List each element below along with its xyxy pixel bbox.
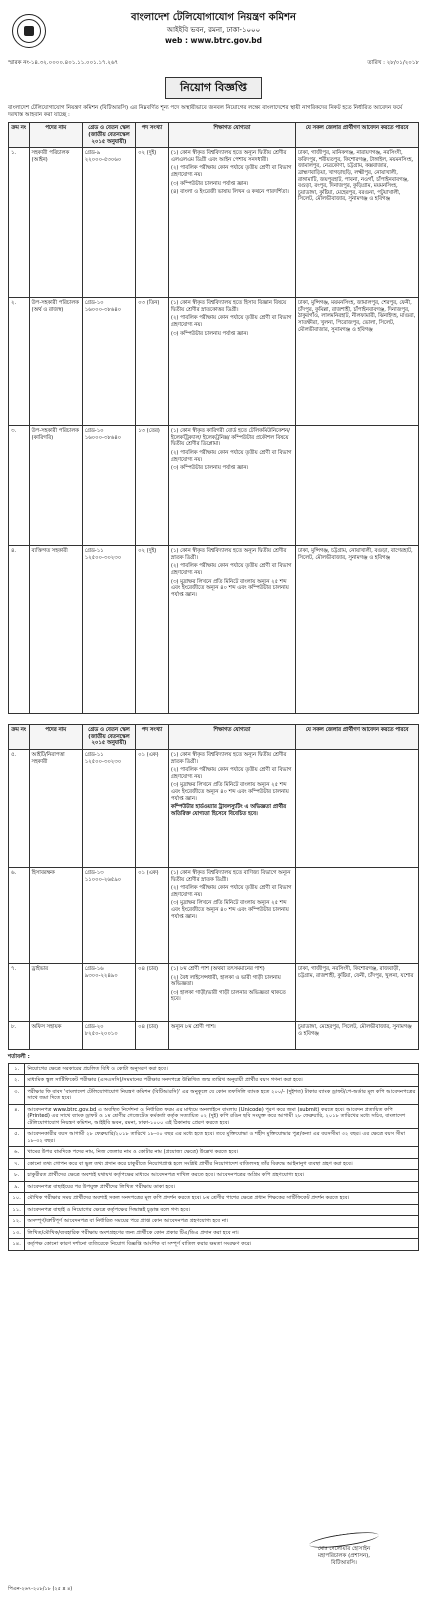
qualification-item: (৩) মুদ্রাক্ষর লিখনে প্রতি মিনিটে বাংলায় অন্যূন ২৫ শব্দ এবং ইংরেজীতে অন্যূন ৪০ শব্দ এবং কম্পিউটার চালনায় পর্যাপ্ত জ্ঞান। <box>170 900 289 920</box>
districts-cell <box>295 750 418 868</box>
signatory-name: মোঃ দেলোয়ার হোসাইন <box>317 1546 371 1552</box>
qualification-cell <box>168 426 295 546</box>
qualification-item: (১) কোন স্বীকৃত কারিগরী বোর্ড হতে টেলিকমিউনিকেশন/ ইলেকট্রিক্যাল/ ইলেকট্রনিক্স/ কম্পিউটার প্রকৌশল বিষয়ে দ্বিতীয় শ্রেণীর ডিপ্লোমা। <box>170 428 290 448</box>
condition-row <box>9 1063 419 1075</box>
col-grade: গ্রেড ও বেতন স্কেল (জাতীয় বেতনস্কেল ২০১৫ অনুযায়ী) <box>82 123 135 148</box>
serial-cell: ৬. <box>9 868 30 964</box>
grade-cell: গ্রেড-১৬ ৯৩০০-২২৪৯০ <box>82 964 135 1022</box>
districts-cell: ঢাকা, মুন্সিগঞ্জ, ময়মনসিংহ, জামালপুর, শেরপুর, ফেনী, চাঁদপুর, কুমিল্লা, রাজশাহী, চাঁপাইনবাবগঞ্জ, দিনাজপুর, ঠাকুরগাঁও, লালমনিরহাট, নীলফামারী, ঝিনাইদহ, মাগুরা, সাতক্ষীরা, খুলনা, পিরোজপুর, ভোলা, সিলেট, মৌলভীবাজার, সুনামগঞ্জ ও হবিগঞ্জ <box>295 298 418 426</box>
conditions-heading: শর্তাবলী : <box>8 1054 30 1061</box>
serial-cell: ৩. <box>9 426 30 546</box>
condition-row <box>9 1086 419 1104</box>
grade-cell: গ্রেড-৯ ২২০০০-৫৩০৬০ <box>82 148 135 298</box>
count-cell: ০৪ (চার) <box>136 1022 169 1050</box>
condition-text: কোনো তথ্য গোপন করে বা ভুল তথ্য প্রদান করে চাকুরীতে নিয়োগপ্রাপ্ত হলে সংশ্লিষ্ট প্রার্থীর নিয়োগাদেশ বাতিলসহ তাঁর বিরুদ্ধে আইনানুগ ব্যবস্থা গ্রহণ করা হবে। <box>25 1158 419 1170</box>
qualification-item: (১) কোন স্বীকৃত বিশ্ববিদ্যালয় হতে বাণিজ্য বিভাগে অন্যূন দ্বিতীয় শ্রেণীর স্নাতক ডিগ্রী। <box>170 870 291 883</box>
condition-row <box>9 1239 419 1251</box>
condition-text: আবেদনকারীর বয়স আগামী ২৮ ফেব্রুয়ারি/২০১৮ তারিখে ১৮-৩০ বছর এর মধ্যে হতে হবে। তবে মুক্তিযোদ্ধা ও শহীদ মুক্তিযোদ্ধার পুত্র/কন্যা এর বয়সসীমা ৩২ বছর। এর ক্ষেত্রে বয়স সীমা ১৮-৩২ বছর। <box>25 1129 419 1147</box>
serial-cell: ৪. <box>9 546 30 714</box>
condition-number: ২. <box>9 1075 25 1087</box>
qualification-cell <box>168 148 295 298</box>
condition-text: খামের উপর বামদিকে পদের নাম, নিজ জেলার নাম ও কোটার নাম (প্রযোজ্য ক্ষেত্রে) উল্লেখ করতে হবে। <box>25 1147 419 1159</box>
condition-text: কর্তৃপক্ষ কোনো কারণ দর্শানো ব্যতিরেকে নিয়োগ বিজ্ঞপ্তি আংশিক বা সম্পূর্ণ বাতিল করার ক্ষমতা সংরক্ষণ করে। <box>25 1239 419 1251</box>
condition-number: ৮. <box>9 1170 25 1182</box>
table-row <box>9 148 419 298</box>
condition-text: আবেদনপত্র বাছাইয়ের পর উপযুক্ত প্রার্থীদের লিখিত পরীক্ষায় ডাকা হবে। <box>25 1181 419 1193</box>
post-cell: আইটি/নিরাপত্তা সহকারী <box>29 750 82 868</box>
qualification-item: (১) কোন স্বীকৃত বিশ্ববিদ্যালয় হতে অন্যূন দ্বিতীয় শ্রেণীর এলএলএম ডিগ্রী এবং আইন পেশায় সনদধারী। <box>170 150 287 163</box>
vacancy-table-1 <box>8 122 419 714</box>
qualification-cell <box>168 546 295 714</box>
condition-row <box>9 1193 419 1205</box>
condition-row <box>9 1216 419 1228</box>
signatory-org: বিটিআরসি। <box>331 1559 357 1566</box>
qualification-item: অন্যূন ৮ম শ্রেণী পাশ। <box>170 1024 216 1031</box>
post-cell: উপ-সহকারী পরিচালক (কারিগরি) <box>29 426 82 546</box>
signatory-title: মহাপরিচালক (প্রশাসন), <box>317 1552 371 1559</box>
condition-number: ৯. <box>9 1181 25 1193</box>
grade-cell: গ্রেড-১০ ১৬০০০-৩৮৬৪০ <box>82 298 135 426</box>
qualification-item: (২) পাবলিক পরীক্ষায় কোন পর্যায়ে তৃতীয় শ্রেণী বা বিভাগ গ্রহণযোগ্য নয়। <box>170 450 292 463</box>
condition-number: ১১. <box>9 1204 25 1216</box>
table-header-row <box>9 725 419 750</box>
qualification-item: (৩) কম্পিউটার চালনায় পর্যাপ্ত জ্ঞান। <box>170 465 249 472</box>
count-cell: ০৪ (চার) <box>136 964 169 1022</box>
post-cell: অফিস সহায়ক <box>29 1022 82 1050</box>
qualification-cell <box>168 868 295 964</box>
reference-line <box>8 60 419 67</box>
qualification-item: (২) পাবলিক পরীক্ষায় কোন পর্যায়ে তৃতীয় শ্রেণী বা বিভাগ গ্রহণযোগ্য নয়। <box>170 165 292 179</box>
districts-cell: চুয়াডাঙ্গা, মেহেরপুর, সিলেট, মৌলভীবাজার, সুনামগঞ্জ ও হবিগঞ্জ <box>295 1022 418 1050</box>
qualification-item: (২) পাবলিক পরীক্ষায় কোন পর্যায়ে তৃতীয় শ্রেণী বা বিভাগ গ্রহণযোগ্য নয়। <box>170 767 292 780</box>
org-address: আইইবি ভবন, রমনা, ঢাকা-১০০০ <box>166 26 261 34</box>
serial-cell: ৫. <box>9 750 30 868</box>
table-row <box>9 426 419 546</box>
table-row <box>9 298 419 426</box>
qualification-item: (৩) মুদ্রাক্ষর লিখনে প্রতি মিনিটে বাংলায় অন্যূন ২৫ শব্দ এবং ইংরেজীতে অন্যূন ৪০ শব্দ এবং কম্পিউটার চালনায় পর্যাপ্ত জ্ঞান। <box>170 578 289 598</box>
col-grade: গ্রেড ও বেতন স্কেল (জাতীয় বেতনস্কেল ২০১৫ অনুযায়ী) <box>82 725 135 750</box>
org-name: বাংলাদেশ টেলিযোগাযোগ নিয়ন্ত্রণ কমিশন <box>131 12 296 23</box>
condition-text: আবেদনপত্র বাছাই ও নিয়োগের ক্ষেত্রে কর্তৃপক্ষের সিদ্ধান্তই চূড়ান্ত বলে গণ্য হবে। <box>25 1204 419 1216</box>
grade-cell: গ্রেড-১১ ১২৫০০-৩০২৩০ <box>82 546 135 714</box>
qualification-item: (১) কোন স্বীকৃত বিশ্ববিদ্যালয় হতে অন্যূন দ্বিতীয় শ্রেণীর স্নাতক ডিগ্রী। <box>170 548 287 561</box>
qualification-item: (২) পাবলিক পরীক্ষায় কোন পর্যায়ে তৃতীয় শ্রেণী বা বিভাগ গ্রহণযোগ্য নয়। <box>170 315 292 329</box>
grade-cell: গ্রেড-১৩ ১১০০০-২৬৫৯০ <box>82 868 135 964</box>
condition-row <box>9 1104 419 1129</box>
qualification-item: (১) কোন স্বীকৃত বিশ্ববিদ্যালয় হতে অন্যূন দ্বিতীয় শ্রেণীর স্নাতক ডিগ্রী। <box>170 752 287 765</box>
serial-cell: ৭. <box>9 964 30 1022</box>
conditions-table <box>8 1063 419 1251</box>
condition-number: ৪. <box>9 1104 25 1129</box>
condition-number: ১৩. <box>9 1227 25 1239</box>
condition-row <box>9 1227 419 1239</box>
qualification-cell <box>168 1022 295 1050</box>
condition-number: ১০. <box>9 1193 25 1205</box>
count-cell: ০২ (দুই) <box>136 546 169 714</box>
grade-cell: গ্রেড-২০ ৮২৫০-২০০১০ <box>82 1022 135 1050</box>
count-cell: ১৩ (তের) <box>136 426 169 546</box>
qualification-item: (৪) বাংলা ও ইংরেজী ভাষায় লিখন ও কথনে পারদর্শিতা। <box>170 189 289 196</box>
districts-cell <box>295 868 418 964</box>
condition-text: চাকুরীরত প্রার্থীদের ক্ষেত্রে অবশ্যই যথাযথ কর্তৃপক্ষের মাধ্যমে আবেদনপত্র দাখিল করতে হবে। আবেদনপত্রের অগ্রিম কপি গ্রহণযোগ্য হবে। <box>25 1170 419 1182</box>
condition-row <box>9 1158 419 1170</box>
col-post: পদের নাম <box>29 123 82 148</box>
serial-cell: ১. <box>9 148 30 298</box>
table-row <box>9 750 419 868</box>
memo-number: স্মারক নং-১৪.৩২.০০০০.৪০১.১১.০০১.১৭.২৬৭ <box>8 60 119 66</box>
qualification-item: (১) ৮ম শ্রেণী পাশ (অথবা তৎসমমানের পাশ) <box>170 966 265 973</box>
qualification-note: কম্পিউটার হার্ডওয়্যার ট্রাবলস্যুটিং এ অভিজ্ঞতা প্রার্থীর অতিরিক্ত যোগ্যতা হিসেবে বিবেচিত হবে। <box>170 804 287 817</box>
org-website[interactable]: web : www.btrc.gov.bd <box>164 36 263 45</box>
qualification-cell <box>168 964 295 1022</box>
post-cell: সহকারী পরিচালক (আইন) <box>29 148 82 298</box>
qualification-item: (৩) কম্পিউটার চালনায় পর্যাপ্ত জ্ঞান। <box>170 330 249 337</box>
qualification-item: (৩) মুদ্রাক্ষর লিখনে প্রতি মিনিটে বাংলায় অন্যূন ২৫ শব্দ এবং ইংরেজীতে অন্যূন ৪০ শব্দ এবং কম্পিউটার চালনায় পর্যাপ্ত জ্ঞান। <box>170 782 289 802</box>
col-districts: যে সকল জেলার প্রার্থীগণ আবেদন করতে পারবে <box>295 123 418 148</box>
serial-cell: ৮. <box>9 1022 30 1050</box>
condition-number: ১৪. <box>9 1239 25 1251</box>
qualification-cell <box>168 298 295 426</box>
post-cell: উপ-সহকারী পরিচালক (অর্থ ও রাজস্ব) <box>29 298 82 426</box>
count-cell: ০১ (এক) <box>136 868 169 964</box>
table-row <box>9 546 419 714</box>
condition-text: পরীক্ষার ফি বাবদ 'বাংলাদেশ টেলিযোগাযোগ নিয়ন্ত্রণ কমিশন (বিটিআরসি)' এর অনুকূলে যে কোন তফসিলি ব্যাংক হতে ২০০/- (দুইশত) টাকার ব্যাংক ড্রাফট/পে-অর্ডার মূল কপি আবেদনপত্রের সাথে জমা দিতে হবে। <box>25 1086 419 1104</box>
col-qualification: শিক্ষাগত যোগ্যতা <box>168 725 295 750</box>
condition-number: ৬. <box>9 1147 25 1159</box>
col-districts: যে সকল জেলার প্রার্থীগণ আবেদন করতে পারবে <box>295 725 418 750</box>
condition-row <box>9 1170 419 1182</box>
col-qualification: শিক্ষাগত যোগ্যতা <box>168 123 295 148</box>
table-row <box>9 868 419 964</box>
districts-cell: ঢাকা, মুন্সিগঞ্জ, চট্টগ্রাম, নোয়াখালী, বগুড়া, বাগেরহাট, সিলেট, মৌলভীবাজার, সুনামগঞ্জ ও হবিগঞ্জ <box>295 546 418 714</box>
condition-number: ১২. <box>9 1216 25 1228</box>
col-count: পদ সংখ্যা <box>136 725 169 750</box>
condition-text: মাধ্যমিক স্কুল সার্টিফিকেট পরীক্ষার (এসএসসি)/সমমানের পরীক্ষার সনদপত্রে উল্লিখিত জন্ম তারিখ অনুযায়ী প্রার্থীর বয়স গণনা করা হবে। <box>25 1075 419 1087</box>
table-row <box>9 964 419 1022</box>
serial-cell: ২. <box>9 298 30 426</box>
notice-date: তারিখ : ২৮/০১/২০১৮ <box>367 60 419 66</box>
condition-row <box>9 1129 419 1147</box>
condition-text: লিখিত/মৌখিক/ব্যবহারিক পরীক্ষায় অংশগ্রহণের জন্য প্রার্থীকে কোন প্রকার টিএ/ডিএ প্রদান করা হবে না। <box>25 1227 419 1239</box>
condition-number: ৭. <box>9 1158 25 1170</box>
col-count: পদ সংখ্যা <box>136 123 169 148</box>
districts-cell <box>295 426 418 546</box>
condition-row <box>9 1181 419 1193</box>
condition-text: আবেদনপত্র www.btrc.gov.bd এ অবস্থিত নির্দেশনা ও নির্ধারিত ফরম এর মাধ্যমে অনলাইনে বাংলায় (Unicode) পূরণ করে জমা (submit) করতে হবে। আবেদন প্রত্যয়িত কপি (Printed) এর সাথে ব্যাংক ড্রাফট ও ১ম শ্রেণীর গেজেটেড কর্মকর্তা কর্তৃক সত্যায়িত ০২ (দুই) কপি রঙিন ছবি সংযুক্ত করে আগামী ২৮ ফেব্রুয়ারি, ২০১৮ তারিখের মধ্যে সচিব, বাংলাদেশ টেলিযোগাযোগ নিয়ন্ত্রণ কমিশন, আইইবি ভবন, রমনা, ঢাকা-১০০০ এই ঠিকানায় প্রেরণ করতে হবে। <box>25 1104 419 1129</box>
condition-row <box>9 1075 419 1087</box>
condition-row <box>9 1147 419 1159</box>
col-serial: ক্রম নং <box>9 123 30 148</box>
condition-number: ৩. <box>9 1086 25 1104</box>
count-cell: ০১ (এক) <box>136 750 169 868</box>
print-code: পিএন-২৬৭-২০৮/১৮ (২৫ x ৪) <box>8 1586 73 1592</box>
handwritten-signature <box>289 1528 399 1546</box>
qualification-item: (২) পাবলিক পরীক্ষায় কোন পর্যায়ে তৃতীয় শ্রেণী বা বিভাগ গ্রহণযোগ্য নয়। <box>170 563 292 577</box>
notice-title: নিয়োগ বিজ্ঞপ্তি <box>165 77 262 99</box>
districts-cell: ঢাকা, গাজীপুর, মানিকগঞ্জ, নারায়ণগঞ্জ, নরসিংদী, ফরিদপুর, শরীয়তপুর, কিশোরগঞ্জ, টাঙ্গাইল, ময়মনসিংহ, জামালপুর, নেত্রকোণা, চট্টগ্রাম, কক্সবাজার, ব্রাহ্মণবাড়িয়া, খাগড়াছড়ি, লক্ষ্মীপুর, নোয়াখালী, রাঙ্গামাটি, জয়পুরহাট, পাবনা, নওগাঁ, চাঁপাইনবাবগঞ্জ, বগুড়া, রংপুর, দিনাজপুর, কুড়িগ্রাম, ময়মনসিংহ, চুয়াডাঙ্গা, কুষ্টিয়া, মেহেরপুর, বরগুনা, পটুয়াখালী, সিলেট, মৌলভীবাজার, সুনামগঞ্জ ও হবিগঞ্জ <box>295 148 418 298</box>
grade-cell: গ্রেড-১১ ১২৫০০-৩০২৩০ <box>82 750 135 868</box>
header <box>8 6 419 58</box>
table-header-row <box>9 123 419 148</box>
count-cell: ০৩ (তিন) <box>136 298 169 426</box>
col-serial: ক্রম নং <box>9 725 30 750</box>
intro-text: বাংলাদেশ টেলিযোগাযোগ নিয়ন্ত্রণ কমিশন (বিটিআরসি) এর নিম্নবর্ণিত শূন্য পদে অস্থায়ীভাবে জনবল নিয়োগের লক্ষ্যে বাংলাদেশের স্থায়ী নাগরিকদের নিকট হতে নির্ধারিত আবেদন ফর্মে দরখাস্ত আহবান করা যাচ্ছে : <box>8 104 403 118</box>
table-row <box>9 1022 419 1050</box>
condition-text: অসম্পূর্ণ/ত্রুটিপূর্ণ আবেদনপত্র বা নির্ধারিত সময়ের পরে প্রাপ্ত কোন আবেদনপত্র গ্রহণযোগ্য হবে না। <box>25 1216 419 1228</box>
col-post: পদের নাম <box>29 725 82 750</box>
grade-cell: গ্রেড-১০ ১৬০০০-৩৮৬৪০ <box>82 426 135 546</box>
qualification-item: (৩) কম্পিউটার চালনায় পর্যাপ্ত জ্ঞান। <box>170 180 249 187</box>
signature-block <box>289 1528 399 1567</box>
post-cell: ড্রাইভার <box>29 964 82 1022</box>
post-cell: হিসাবরক্ষক <box>29 868 82 964</box>
condition-number: ১. <box>9 1063 25 1075</box>
count-cell: ০২ (দুই) <box>136 148 169 298</box>
condition-text: মৌখিক পরীক্ষার সময় প্রার্থীদের অবশ্যই সকল সনদপত্রের মূল কপি প্রদর্শন করতে হবে। ৮ম শ্রেণীর পাশের ক্ষেত্রে প্রধান শিক্ষকের সার্টিফিকেট প্রদর্শন করতে হবে। <box>25 1193 419 1205</box>
qualification-item: (১) কোন স্বীকৃত বিশ্ববিদ্যালয় হতে হিসাব বিজ্ঞান বিষয়ে দ্বিতীয় শ্রেণীর স্নাতকোত্তর ডিগ্রী। <box>170 300 287 313</box>
qualification-item: (২) পাবলিক পরীক্ষায় কোন পর্যায়ে তৃতীয় শ্রেণী বা বিভাগ গ্রহণযোগ্য নয়। <box>170 885 292 898</box>
condition-number: ৫. <box>9 1129 25 1147</box>
vacancy-table-2 <box>8 724 419 1050</box>
condition-row <box>9 1204 419 1216</box>
post-cell: ব্যক্তিগত সহকারী <box>29 546 82 714</box>
qualification-item: (৩) হালকা গাড়ী/ভারী গাড়ী চালনার অভিজ্ঞতা থাকতে হবে। <box>170 989 286 1003</box>
qualification-item: (২) বৈধ লাইসেন্সধারী, হালকা ও ভারী গাড়ী চালনায় অভিজ্ঞতা। <box>170 974 281 988</box>
condition-text: নিয়োগের ক্ষেত্রে সরকারের প্রচলিত বিধি ও কোটা অনুসরণ করা হবে। <box>25 1063 419 1075</box>
districts-cell: ঢাকা, গাজীপুর, নরসিংদী, কিশোরগঞ্জ, রাজবাড়ী, চট্টগ্রাম, রাজশাহী, কুষ্টিয়া, ফেনী, চাঁদপুর, খুলনা, যশোর <box>295 964 418 1022</box>
qualification-cell <box>168 750 295 868</box>
